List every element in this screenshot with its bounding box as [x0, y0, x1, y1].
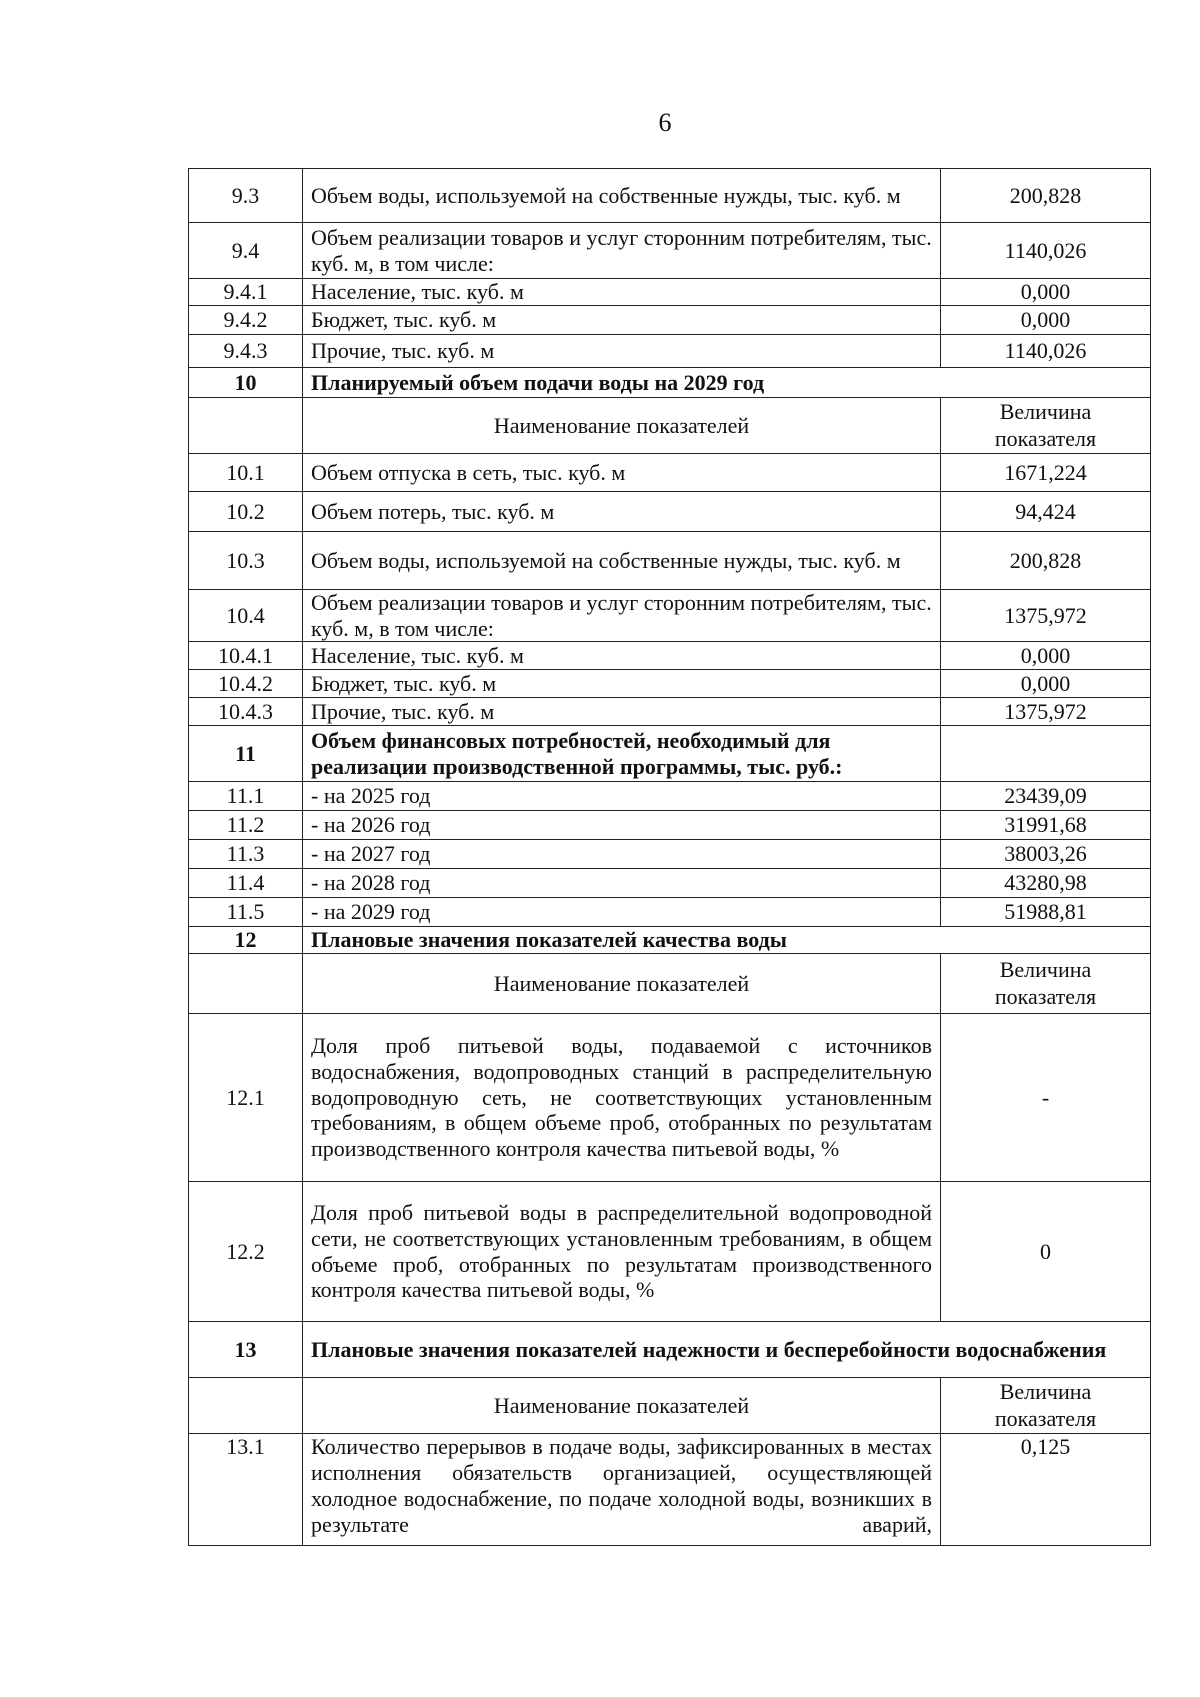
table-row — [189, 782, 1151, 811]
header-name: Наименование показателей — [303, 1378, 941, 1434]
row-name: Объем реализации товаров и услуг сторонним потребителям, тыс. куб. м, в том числе: — [303, 223, 941, 279]
row-value: 43280,98 — [941, 869, 1151, 898]
table-row — [189, 811, 1151, 840]
section-number: 13 — [189, 1322, 303, 1378]
row-name: - на 2025 год — [303, 782, 941, 811]
row-name: Количество перерывов в подаче воды, зафиксированных в местах исполнения обязательств организацией, осуществляющей холодное водоснабжение, по подаче холодной воды, возникших в результате аварий, — [303, 1434, 941, 1546]
row-number: 10.2 — [189, 492, 303, 532]
row-name: Прочие, тыс. куб. м — [303, 335, 941, 368]
header-value: Величина показателя — [941, 1378, 1151, 1434]
row-number: 10.1 — [189, 454, 303, 492]
row-name: Бюджет, тыс. куб. м — [303, 306, 941, 335]
row-number: 11.4 — [189, 869, 303, 898]
header-value: Величина показателя — [941, 398, 1151, 454]
row-value: 0,125 — [941, 1434, 1151, 1546]
header-row — [189, 398, 1151, 454]
row-name: Прочие, тыс. куб. м — [303, 698, 941, 726]
table-row — [189, 532, 1151, 590]
row-name: - на 2028 год — [303, 869, 941, 898]
table-row — [189, 840, 1151, 869]
table-row — [189, 454, 1151, 492]
table-row — [189, 670, 1151, 698]
row-number: 11.1 — [189, 782, 303, 811]
row-number: 9.4.3 — [189, 335, 303, 368]
row-name: Население, тыс. куб. м — [303, 279, 941, 306]
section-title: Плановые значения показателей качества воды — [303, 927, 1151, 954]
row-value: 200,828 — [941, 169, 1151, 223]
header-blank — [189, 398, 303, 454]
row-value: 1375,972 — [941, 590, 1151, 642]
page-number: 6 — [658, 108, 672, 137]
section-number: 12 — [189, 927, 303, 954]
row-value: 1140,026 — [941, 335, 1151, 368]
indicators-table — [188, 168, 1151, 1546]
table-row — [189, 169, 1151, 223]
table-row — [189, 279, 1151, 306]
section-row — [189, 726, 1151, 782]
row-value: 0,000 — [941, 642, 1151, 670]
row-number: 13.1 — [189, 1434, 303, 1546]
header-blank — [189, 1378, 303, 1434]
row-name: Доля проб питьевой воды в распределительной водопроводной сети, не соответствующих установленным требованиям, в общем объеме проб, отобранных по результатам производственного контроля качества питьевой воды, % — [303, 1182, 941, 1322]
table-row — [189, 1014, 1151, 1182]
row-value: 0,000 — [941, 306, 1151, 335]
row-number: 10.4.3 — [189, 698, 303, 726]
row-number: 9.3 — [189, 169, 303, 223]
row-value: 0,000 — [941, 279, 1151, 306]
header-name: Наименование показателей — [303, 954, 941, 1014]
table-row — [189, 335, 1151, 368]
row-number: 11.5 — [189, 898, 303, 927]
table-row — [189, 306, 1151, 335]
row-name: Объем реализации товаров и услуг сторонним потребителям, тыс. куб. м, в том числе: — [303, 590, 941, 642]
row-name: - на 2029 год — [303, 898, 941, 927]
row-name: Объем потерь, тыс. куб. м — [303, 492, 941, 532]
section-row — [189, 927, 1151, 954]
table-row — [189, 698, 1151, 726]
header-blank — [189, 954, 303, 1014]
table-row — [189, 642, 1151, 670]
header-value: Величина показателя — [941, 954, 1151, 1014]
row-name: Население, тыс. куб. м — [303, 642, 941, 670]
table-row — [189, 223, 1151, 279]
row-value: 200,828 — [941, 532, 1151, 590]
row-value: 31991,68 — [941, 811, 1151, 840]
header-row — [189, 1378, 1151, 1434]
row-value: 0,000 — [941, 670, 1151, 698]
section-number: 10 — [189, 368, 303, 398]
section-row — [189, 1322, 1151, 1378]
row-name: Объем воды, используемой на собственные нужды, тыс. куб. м — [303, 169, 941, 223]
row-name: Объем отпуска в сеть, тыс. куб. м — [303, 454, 941, 492]
row-value: 1375,972 — [941, 698, 1151, 726]
table-row — [189, 1434, 1151, 1546]
row-name: Объем воды, используемой на собственные нужды, тыс. куб. м — [303, 532, 941, 590]
header-row — [189, 954, 1151, 1014]
table-row — [189, 1182, 1151, 1322]
row-number: 9.4 — [189, 223, 303, 279]
table-row — [189, 590, 1151, 642]
section-title: Объем финансовых потребностей, необходимый для реализации производственной программы, тыс. руб.: — [303, 726, 941, 782]
section-title: Планируемый объем подачи воды на 2029 год — [303, 368, 1151, 398]
row-number: 10.4.2 — [189, 670, 303, 698]
section-row — [189, 368, 1151, 398]
row-value: 38003,26 — [941, 840, 1151, 869]
header-name: Наименование показателей — [303, 398, 941, 454]
row-number: 11.2 — [189, 811, 303, 840]
row-value: 51988,81 — [941, 898, 1151, 927]
table-row — [189, 898, 1151, 927]
row-number: 12.2 — [189, 1182, 303, 1322]
section-blank — [941, 726, 1151, 782]
row-number: 10.4.1 — [189, 642, 303, 670]
table-row — [189, 492, 1151, 532]
row-number: 12.1 — [189, 1014, 303, 1182]
row-value: 0 — [941, 1182, 1151, 1322]
row-name: Доля проб питьевой воды, подаваемой с источников водоснабжения, водопроводных станций в распределительную водопроводную сеть, не соответствующих установленным требованиям, в общем объеме проб, отобранных по результатам производственного контроля качества питьевой воды, % — [303, 1014, 941, 1182]
row-value: 1671,224 — [941, 454, 1151, 492]
row-number: 9.4.2 — [189, 306, 303, 335]
row-number: 11.3 — [189, 840, 303, 869]
row-number: 10.3 — [189, 532, 303, 590]
section-title: Плановые значения показателей надежности и бесперебойности водоснабжения — [303, 1322, 1151, 1378]
row-value: - — [941, 1014, 1151, 1182]
row-value: 23439,09 — [941, 782, 1151, 811]
row-name: - на 2026 год — [303, 811, 941, 840]
row-name: - на 2027 год — [303, 840, 941, 869]
section-number: 11 — [189, 726, 303, 782]
row-number: 10.4 — [189, 590, 303, 642]
row-number: 9.4.1 — [189, 279, 303, 306]
row-value: 1140,026 — [941, 223, 1151, 279]
row-value: 94,424 — [941, 492, 1151, 532]
table-row — [189, 869, 1151, 898]
row-name: Бюджет, тыс. куб. м — [303, 670, 941, 698]
